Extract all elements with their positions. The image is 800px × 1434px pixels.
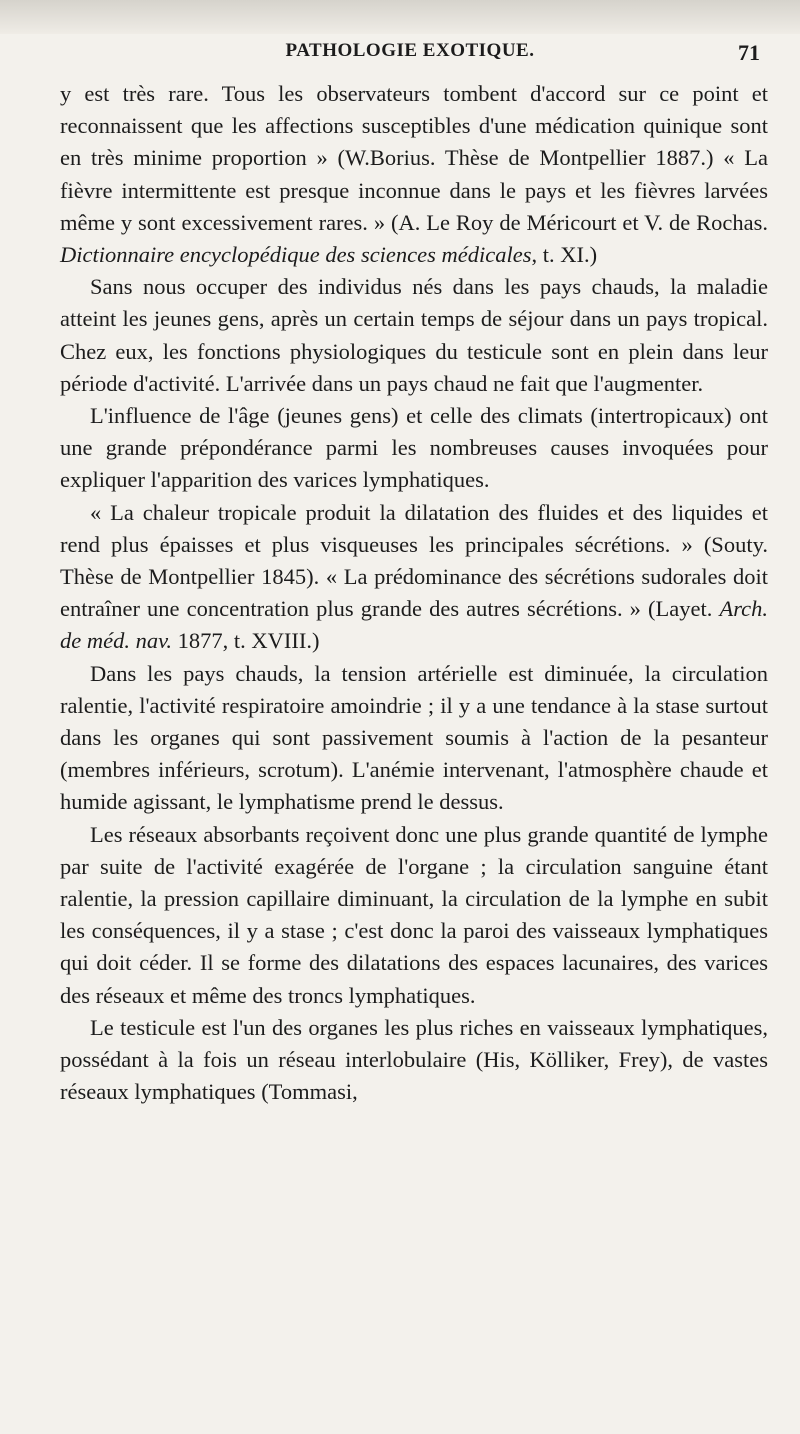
paragraph xyxy=(60,497,768,658)
text-run: Dans les pays chauds, la tension artérielle est diminuée, la circulation ralentie, l'activité respiratoire amoindrie ; il y a une tendance à la stase surtout dans les organes qui sont passivement soumis à l'action de la pesanteur (membres inférieurs, scrotum). L'anémie intervenant, l'atmosphère chaude et humide agissant, le lymphatisme prend le dessus. xyxy=(60,660,768,815)
running-head: PATHOLOGIE EXOTIQUE. xyxy=(285,40,535,61)
paragraph xyxy=(60,400,768,497)
italic-citation: Arch. de méd. nav. xyxy=(60,596,768,654)
text-run: « La chaleur tropicale produit la dilatation des fluides et des liquides et rend plus épaisses et plus visqueuses les principales sécrétions. » (Souty. Thèse de Montpellier 1845). « La prédominance des sécrétions sudorales doit entraîner une concentration plus grande des autres sécrétions. » (Layet. xyxy=(60,499,768,622)
paragraph xyxy=(60,819,768,1012)
page-header xyxy=(60,40,760,70)
text-run: Sans nous occuper des individus nés dans les pays chauds, la maladie atteint les jeunes gens, après un certain temps de séjour dans un pays tropical. Chez eux, les fonctions physiologiques du testicule sont en plein dans leur période d'activité. L'arrivée dans un pays chaud ne fait que l'augmenter. xyxy=(60,274,768,396)
text-run: Les réseaux absorbants reçoivent donc une plus grande quantité de lymphe par suite de l'activité exagérée de l'organe ; la circulation sanguine étant ralentie, la pression capillaire diminuant, la circulation de la lymphe en subit les conséquences, il y a stase ; c'est donc la paroi des vaisseaux lymphatiques qui doit céder. Il se forme des dilatations des espaces lacunaires, des varices des réseaux et même des troncs lymphatiques. xyxy=(60,821,768,1008)
paragraph xyxy=(60,78,768,271)
text-run: y est très rare. Tous les observateurs tombent d'accord sur ce point et reconnaissent que les affections susceptibles d'une médication quinique sont en très minime proportion » (W.Borius. Thèse de Montpellier 1887.) « La fièvre intermittente est presque inconnue dans le pays et les fièvres larvées même y sont excessivement rares. » (A. Le Roy de Méricourt et V. de Rochas. xyxy=(60,81,768,235)
italic-citation: Dictionnaire encyclopédique des sciences médicales xyxy=(60,242,532,268)
text-run: Le testicule est l'un des organes les plus riches en vaisseaux lymphatiques, possédant à la fois un réseau interlobulaire (His, Kölliker, Frey), de vastes réseaux lymphatiques (Tommasi, xyxy=(60,1014,768,1105)
page-edge-shadow xyxy=(0,0,800,34)
page-number: 71 xyxy=(738,40,760,65)
text-run: , t. XI.) xyxy=(531,242,598,268)
text-run: L'influence de l'âge (jeunes gens) et celle des climats (intertropicaux) ont une grande prépondérance parmi les nombreuses causes invoquées pour expliquer l'apparition des varices lymphatiques. xyxy=(60,403,768,493)
paragraph xyxy=(60,658,768,819)
body-text xyxy=(60,78,768,1109)
paragraph xyxy=(60,1012,768,1109)
paragraph xyxy=(60,271,768,400)
text-run: 1877, t. XVIII.) xyxy=(172,628,320,654)
